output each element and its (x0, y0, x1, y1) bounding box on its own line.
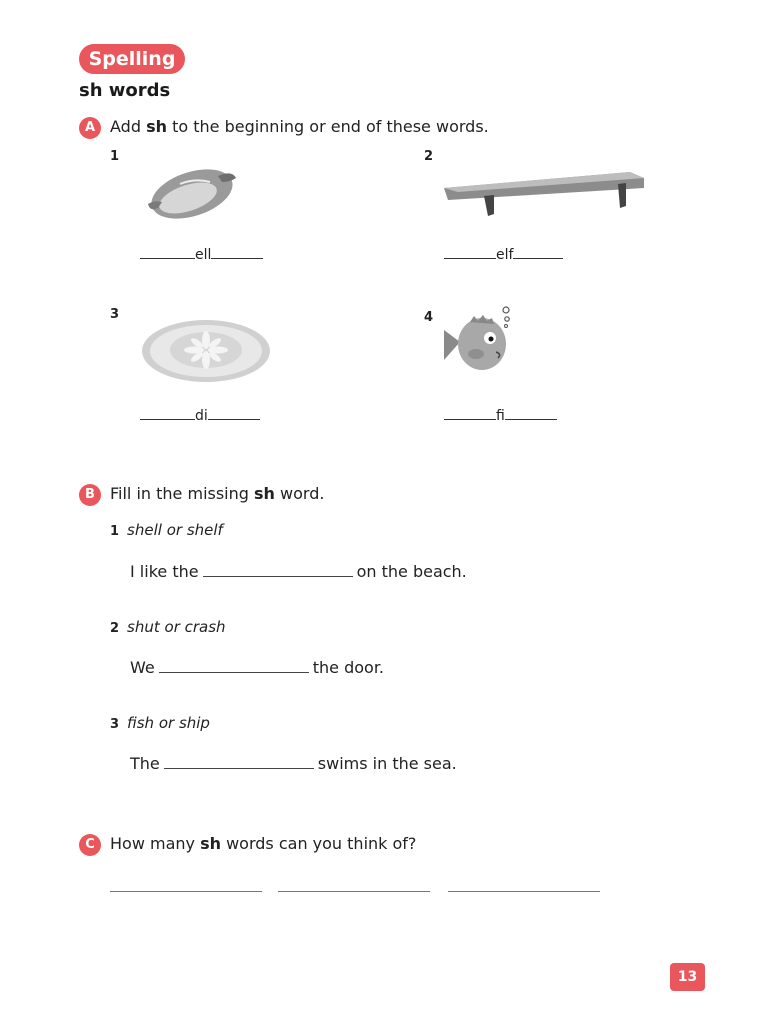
answer-line[interactable] (110, 891, 262, 892)
question-options: 2 shut or crash (110, 618, 226, 636)
section-title-pill: Spelling (79, 44, 185, 74)
shell-icon (140, 160, 240, 226)
answer-line[interactable] (444, 246, 496, 259)
question-sentence: We the door. (130, 658, 385, 677)
item-3-fill: di (140, 407, 260, 424)
page-number: 13 (670, 963, 705, 991)
question-sentence: The swims in the sea. (130, 754, 457, 773)
question-options: 3 fish or ship (110, 714, 210, 732)
item-number: 1 (110, 149, 120, 164)
shelf-icon (440, 166, 650, 222)
answer-blank[interactable] (159, 658, 309, 673)
item-number: 2 (424, 149, 434, 164)
answer-line[interactable] (278, 891, 430, 892)
answer-line[interactable] (505, 407, 557, 420)
fish-icon (440, 302, 520, 384)
answer-line[interactable] (211, 246, 263, 259)
item-number: 4 (424, 310, 434, 325)
dish-icon (140, 318, 272, 384)
item-1-fill: ell (140, 246, 263, 263)
answer-line[interactable] (140, 246, 195, 259)
item-2-fill: elf (444, 246, 563, 263)
item-number: 3 (110, 307, 120, 322)
part-b-badge: B (79, 484, 101, 506)
answer-line[interactable] (208, 407, 260, 420)
question-sentence: I like the on the beach. (130, 562, 467, 581)
part-b-instruction: Fill in the missing sh word. (110, 484, 325, 503)
question-options: 1 shell or shelf (110, 521, 223, 539)
answer-line[interactable] (448, 891, 600, 892)
answer-line[interactable] (513, 246, 563, 259)
part-c-instruction: How many sh words can you think of? (110, 834, 417, 853)
part-a-instruction: Add sh to the beginning or end of these words. (110, 117, 489, 136)
answer-blank[interactable] (164, 754, 314, 769)
answer-line[interactable] (444, 407, 496, 420)
item-4-fill: fi (444, 407, 557, 424)
part-c-badge: C (79, 834, 101, 856)
page-subtitle: sh words (79, 80, 171, 101)
answer-blank[interactable] (203, 562, 353, 577)
answer-line[interactable] (140, 407, 195, 420)
part-a-badge: A (79, 117, 101, 139)
